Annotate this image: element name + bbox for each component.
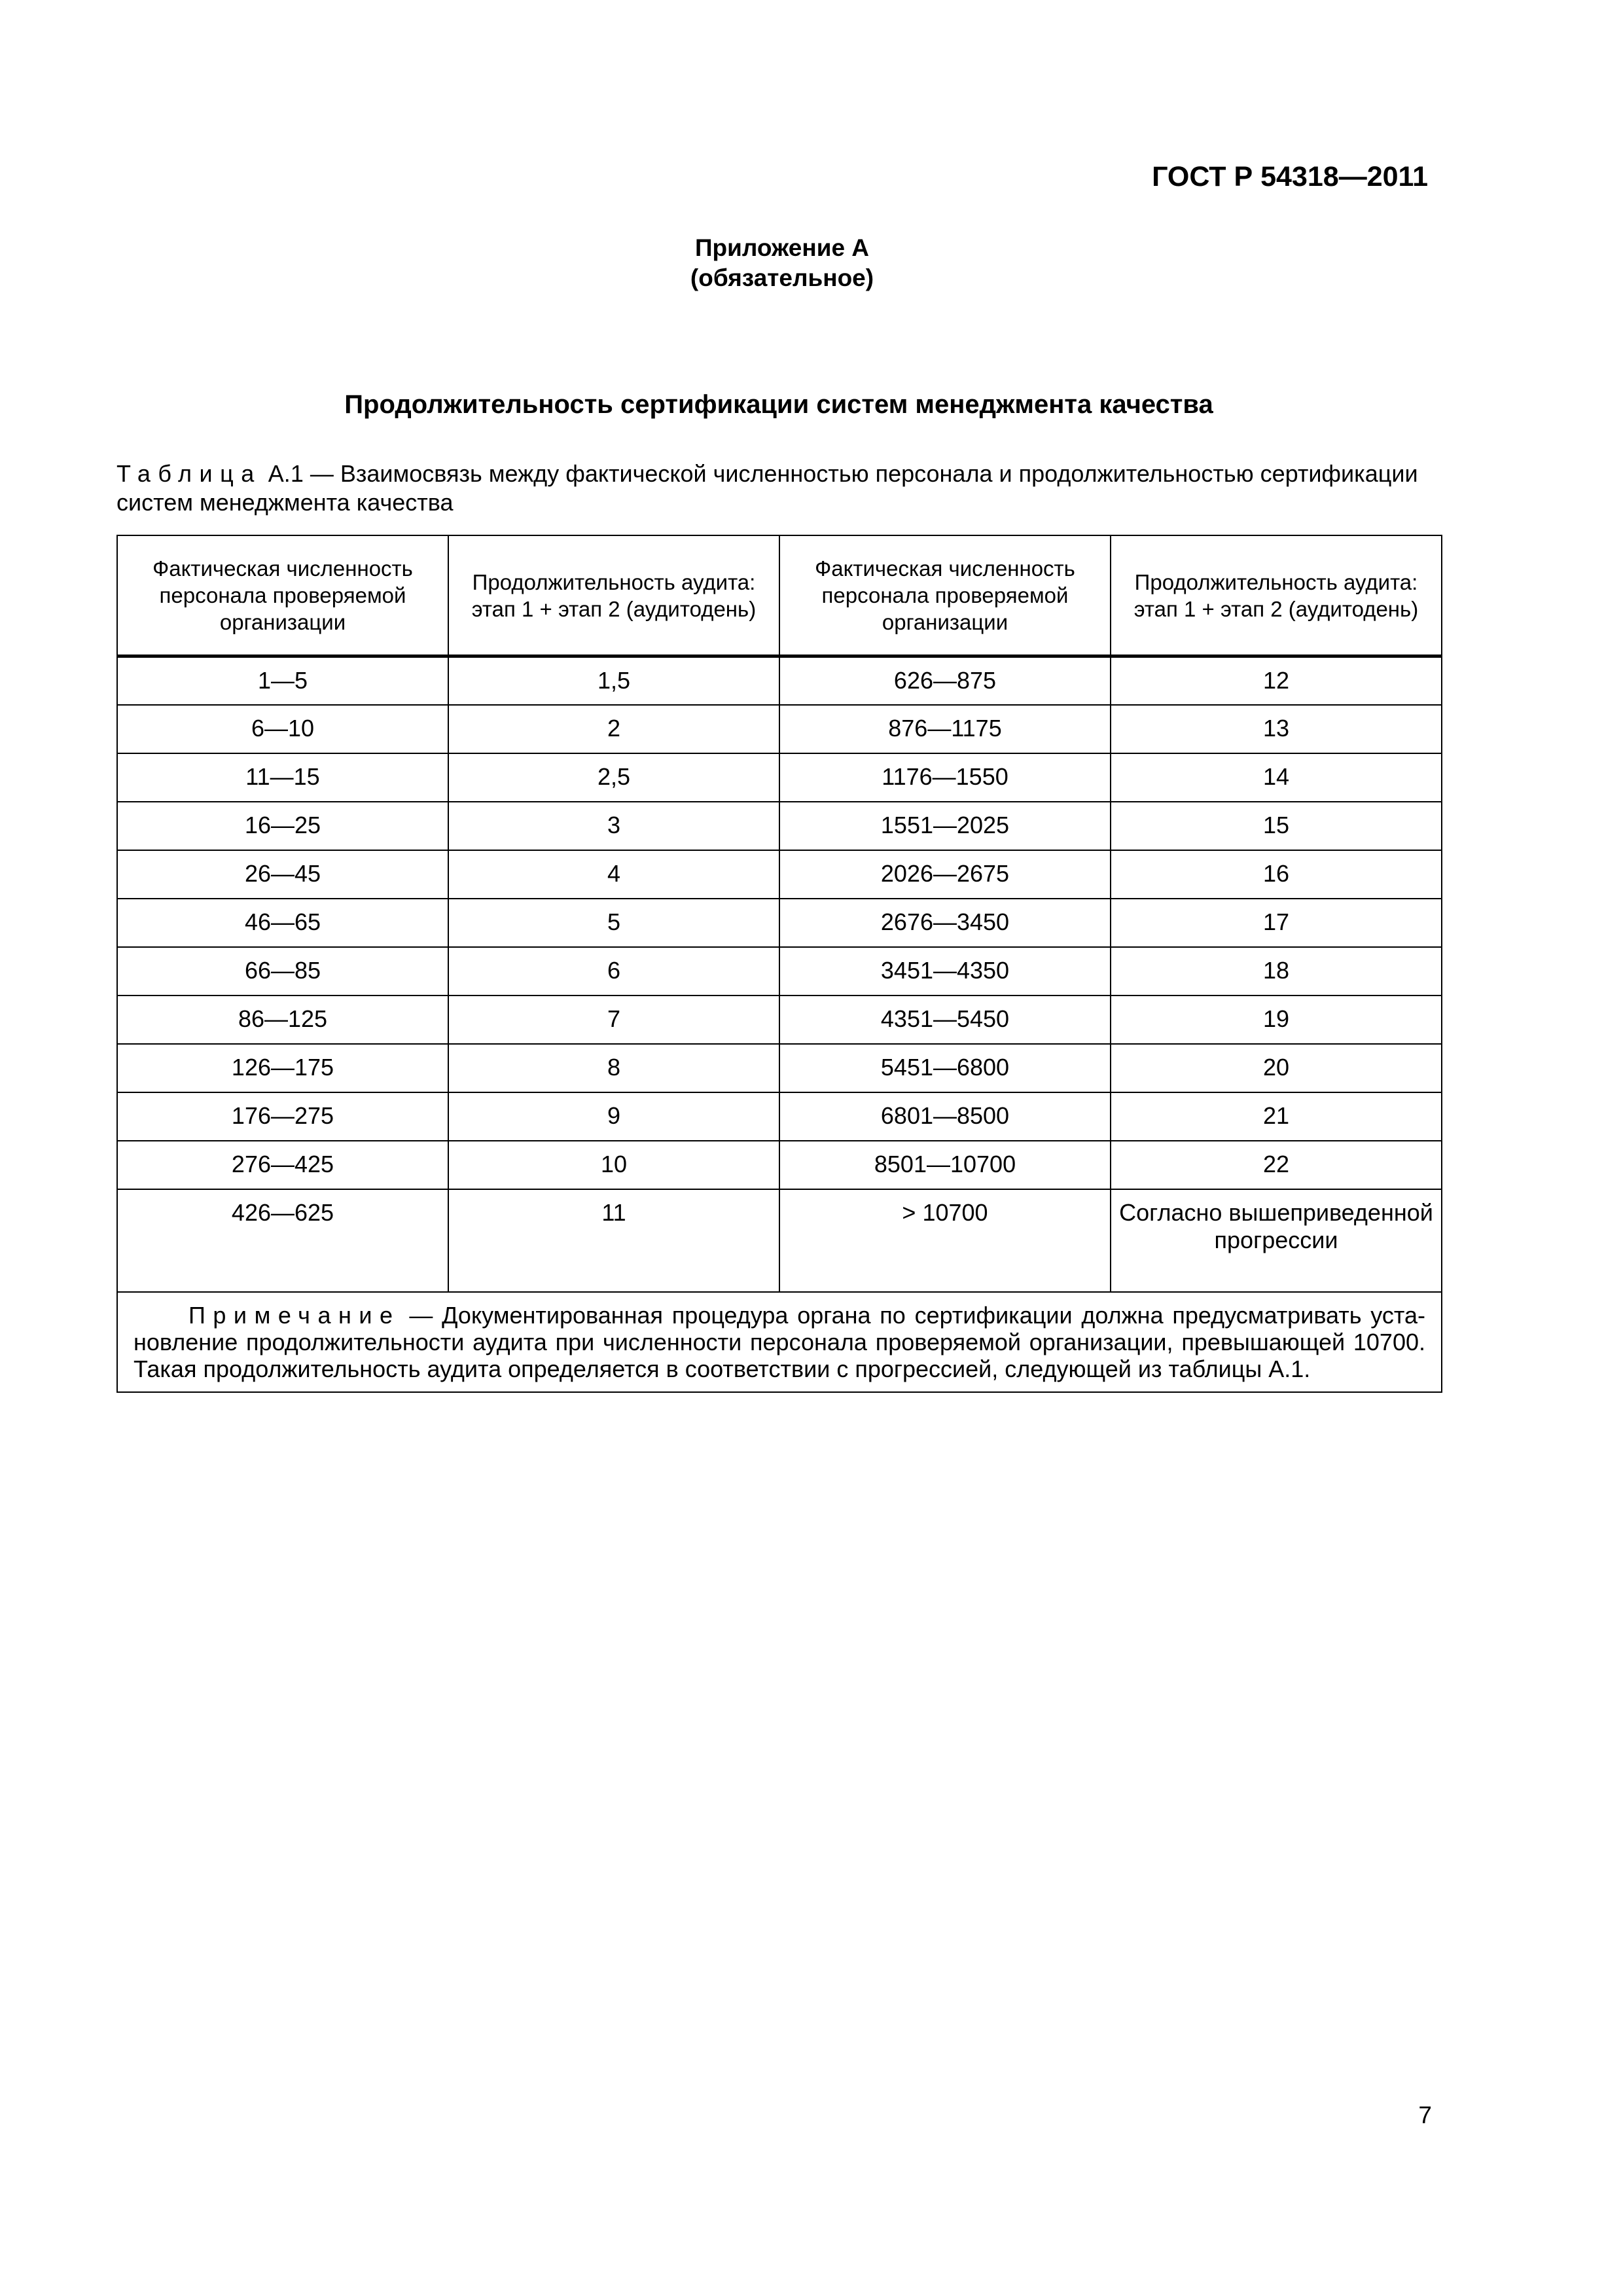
- table-cell: 16: [1111, 850, 1442, 899]
- table-cell: 11: [448, 1189, 779, 1292]
- table-cell: 46—65: [117, 899, 448, 947]
- table-cell: 5: [448, 899, 779, 947]
- table-cell: 126—175: [117, 1044, 448, 1092]
- audit-duration-table: [116, 535, 1442, 1393]
- table-cell: 11—15: [117, 753, 448, 802]
- header-cell: Продолжительность аудита: этап 1 + этап 2 (аудитодень): [448, 535, 779, 656]
- table-cell: 1551—2025: [779, 802, 1111, 850]
- table-note-label: Примечание: [188, 1301, 401, 1329]
- table-cell: 86—125: [117, 996, 448, 1044]
- table-row: [117, 802, 1442, 850]
- table-cell: 12: [1111, 656, 1442, 705]
- table-note: [117, 1292, 1442, 1392]
- table-cell: 8: [448, 1044, 779, 1092]
- table-row: [117, 705, 1442, 753]
- table-cell: 26—45: [117, 850, 448, 899]
- table-note-text: — Документированная процедура органа по сертификации должна предусматривать установление продолжительности аудита при численности персонала проверяемой организации, превышающей 10700. Такая продолжительность аудита определяется в соответствии с прогрессией, следующей из таблицы А.1.: [134, 1301, 1425, 1382]
- table-row: [117, 1189, 1442, 1292]
- header-cell: Фактическая численность персонала проверяемой организации: [779, 535, 1111, 656]
- table-cell: 5451—6800: [779, 1044, 1111, 1092]
- table-caption-text: А.1 — Взаимосвязь между фактической численностью персонала и продолжительностью сертификации систем менеджмента качества: [116, 460, 1418, 516]
- table-cell: 2: [448, 705, 779, 753]
- table-cell: 21: [1111, 1092, 1442, 1141]
- table-row: [117, 899, 1442, 947]
- table-cell: 2,5: [448, 753, 779, 802]
- table-row: [117, 850, 1442, 899]
- table-cell: 1,5: [448, 656, 779, 705]
- page-title: Продолжительность сертификации систем менеджмента качества: [344, 390, 1213, 419]
- table-cell: 3451—4350: [779, 947, 1111, 996]
- table-row: [117, 1092, 1442, 1141]
- table-cell: 19: [1111, 996, 1442, 1044]
- table-cell: 1176—1550: [779, 753, 1111, 802]
- table-header-row: [117, 535, 1442, 656]
- table-cell: 876—1175: [779, 705, 1111, 753]
- table-cell: 276—425: [117, 1141, 448, 1189]
- table-cell: 17: [1111, 899, 1442, 947]
- table-cell: 6—10: [117, 705, 448, 753]
- table-caption-label: Таблица: [116, 460, 262, 487]
- table-cell: 13: [1111, 705, 1442, 753]
- table-cell: 9: [448, 1092, 779, 1141]
- table-cell: 426—625: [117, 1189, 448, 1292]
- table-cell: 2026—2675: [779, 850, 1111, 899]
- table-cell: 1—5: [117, 656, 448, 705]
- annex-status: (обязательное): [690, 264, 874, 291]
- header-cell: Продолжительность аудита: этап 1 + этап 2 (аудитодень): [1111, 535, 1442, 656]
- table-cell: 15: [1111, 802, 1442, 850]
- table-cell: 66—85: [117, 947, 448, 996]
- table-cell: > 10700: [779, 1189, 1111, 1292]
- table-cell: 6801—8500: [779, 1092, 1111, 1141]
- table-row: [117, 1141, 1442, 1189]
- table-cell: 4: [448, 850, 779, 899]
- table-cell: 6: [448, 947, 779, 996]
- table-cell: 3: [448, 802, 779, 850]
- page-number: 7: [1418, 2102, 1432, 2128]
- document-code: ГОСТ Р 54318—2011: [1152, 161, 1428, 192]
- table-cell: 626—875: [779, 656, 1111, 705]
- table-cell: 18: [1111, 947, 1442, 996]
- table-cell: 10: [448, 1141, 779, 1189]
- table-caption: [116, 459, 1438, 517]
- table-cell: 20: [1111, 1044, 1442, 1092]
- table-cell: 176—275: [117, 1092, 448, 1141]
- table-row: [117, 996, 1442, 1044]
- table-cell: Согласно вышеприведенной прогрессии: [1111, 1189, 1442, 1292]
- header-cell: Фактическая численность персонала проверяемой организации: [117, 535, 448, 656]
- table-note-row: [117, 1292, 1442, 1392]
- table-cell: 7: [448, 996, 779, 1044]
- table-cell: 22: [1111, 1141, 1442, 1189]
- table-row: [117, 947, 1442, 996]
- table-row: [117, 1044, 1442, 1092]
- table-cell: 2676—3450: [779, 899, 1111, 947]
- table-cell: 14: [1111, 753, 1442, 802]
- table-cell: 8501—10700: [779, 1141, 1111, 1189]
- annex-title: Приложение А: [694, 234, 870, 261]
- table-cell: 4351—5450: [779, 996, 1111, 1044]
- annex-heading: [0, 233, 1564, 293]
- table-cell: 16—25: [117, 802, 448, 850]
- table-row: [117, 753, 1442, 802]
- table-row: [117, 656, 1442, 705]
